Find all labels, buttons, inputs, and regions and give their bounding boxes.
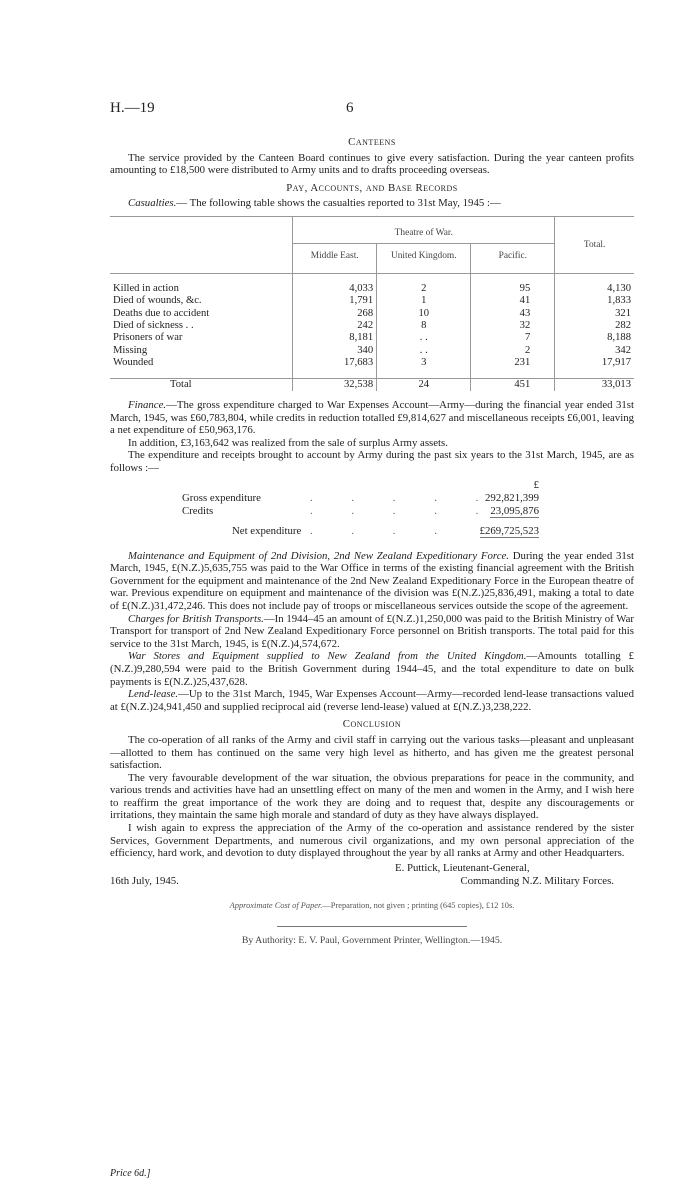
pacific-value: 7 (524, 332, 531, 344)
total-header: Total. (555, 216, 634, 273)
pacific-value: 41 (519, 295, 531, 307)
middle-east-value: 4,033 (293, 273, 377, 295)
pacific-value: 231 (514, 357, 531, 369)
lend-lease-text: —Up to the 31st March, 1945, War Expenses Account—Army—recorded lend-lease transactions valued at £(N.Z.)24,941,450 and supplied reciprocal aid (reverse lend-lease) valued at £(N.Z.)3,238,222. (110, 688, 634, 713)
war-stores-text: —Amounts totalling £(N.Z.)9,280,594 were paid to the British Government during 1944–45, and the total expenditure to date on bulk payments is £(N.Z.)25,437,628. (110, 650, 634, 688)
uk-value: 3 (377, 357, 471, 369)
uk-value: 1 (377, 295, 471, 307)
credits-value: 23,095,876 (490, 504, 539, 517)
row-label: Wounded (110, 357, 293, 369)
middle-east-value: 8,181 (293, 332, 377, 344)
cost-text: —Preparation, not given ; printing (645 copies), £12 10s. (322, 900, 515, 910)
total-value: 4,130 (555, 273, 634, 295)
credits-label: Credits (182, 504, 214, 517)
theatre-header: Theatre of War. (293, 216, 555, 243)
total-row-label: Total (110, 378, 293, 391)
table-row (110, 320, 634, 332)
total-pacific: 451 (514, 378, 531, 390)
signatory-name: E. Puttick, Lieutenant-General, (395, 861, 530, 874)
total-value: 1,833 (555, 295, 634, 307)
row-label: Deaths due to accident (110, 308, 293, 320)
total-value: 8,188 (555, 332, 634, 344)
table-row (110, 273, 634, 295)
uk-value: 2 (377, 273, 471, 295)
row-label: Prisoners of war (110, 332, 293, 344)
total-grand: 33,013 (555, 378, 634, 391)
leader-dots: . . . . . (310, 504, 497, 517)
net-expenditure-label: Net expenditure (232, 524, 302, 537)
finance-text: —The gross expenditure charged to War Expenses Account—Army—during the financial year ended 31st March, 1945, was £60,783,804, while credits in reduction totalled £9,814,627 and miscellaneous receipts £6,001, leaving a net expenditure of £50,963,176. (110, 399, 634, 437)
casualties-rows (110, 273, 634, 378)
uk-value: 10 (377, 308, 471, 320)
total-middle-east: 32,538 (293, 378, 377, 391)
total-value: 17,917 (555, 357, 634, 369)
row-label: Died of sickness . . (110, 320, 293, 332)
row-label: Missing (110, 345, 293, 357)
signature-date: 16th July, 1945. (110, 874, 179, 887)
war-stores-label: War Stores and Equipment supplied to New Zealand from the United Kingdom. (128, 650, 527, 663)
maintenance-text: During the year ended 31st March, 1945, £(N.Z.)5,635,755 was paid to the War Office in terms of the existing financial agreement with the British Government for the equipment and maintenance of the 2nd New Zealand Expeditionary Force in the European theatre of war. Previous expenditure on equipment and maintenance of the division was £(N.Z.)25,836,491, making a total to date of £(N.Z.)31,472,246. This does not include pay of troops or miscellaneous services outside the scope of the agreement. (110, 549, 634, 612)
maintenance-label: Maintenance and Equipment of 2nd Division, 2nd New Zealand Expeditionary Force. (128, 549, 509, 562)
table-blank-header (110, 216, 293, 273)
signature-block (110, 862, 634, 888)
conclusion-paragraph-3: I wish again to express the appreciation of the Army of the co-operation and assistance rendered by the sister Services, Government Departments, and numerous civil organizations, and my own personal appreciation of the efficiency, hard work, and devotion to duty displayed throughout the year by all ranks at Army and other Headquarters. (110, 822, 634, 860)
expenditure-summary (110, 479, 634, 538)
canteens-paragraph: The service provided by the Canteen Board continues to give every satisfaction. During the year canteen profits amounting to £18,500 were distributed to Army units and to drafts proceeding overseas. (110, 151, 634, 177)
conclusion-paragraph-2: The very favourable development of the war situation, the obvious preparations for peace in the community, and various trends and activities have had an unsettling effect on many of the men and women in the Army, and I wish here to reaffirm the great importance of the work they are doing and to request that, despite any discouragements or irritations, they maintain the same high morale and standard of duty as they have always displayed. (110, 771, 634, 822)
casualties-label: Casualties. (128, 197, 177, 210)
finance-label: Finance. (128, 399, 167, 412)
casualties-intro (110, 197, 634, 210)
net-expenditure-value: £269,725,523 (479, 524, 539, 537)
table-row (110, 295, 634, 307)
gross-expenditure-label: Gross expenditure (182, 491, 261, 504)
lend-lease-label: Lend-lease. (128, 688, 179, 701)
pacific-value: 43 (519, 307, 531, 319)
price-note: Price 6d.] (110, 1168, 151, 1179)
middle-east-value: 268 (293, 308, 377, 320)
cost-label: Approximate Cost of Paper. (229, 900, 323, 910)
casualties-table (110, 216, 634, 391)
table-row (110, 357, 634, 369)
transports-text: —In 1944–45 an amount of £(N.Z.)1,250,000 was paid to the British Ministry of War Transport for transport of 2nd New Zealand Expeditionary Force personnel on British transports. The total paid for this service to the 31st March, 1945, is £(N.Z.)4,574,672. (110, 612, 634, 650)
table-spacer (110, 370, 634, 379)
document-body (110, 134, 634, 948)
total-value: 282 (555, 320, 634, 332)
pacific-value: 32 (519, 320, 531, 331)
page-number: 6 (346, 100, 354, 116)
middle-east-value: 242 (293, 320, 377, 332)
table-row (110, 345, 634, 357)
casualties-text: — The following table shows the casualties reported to 31st May, 1945 :— (176, 197, 501, 210)
cost-note (110, 900, 634, 913)
transports-paragraph (110, 613, 634, 651)
finance-paragraph (110, 399, 634, 437)
transports-label: Charges for British Transports. (128, 612, 264, 625)
war-stores-paragraph (110, 650, 634, 688)
page-header (110, 100, 630, 120)
gross-expenditure-value: 292,821,399 (485, 491, 539, 504)
uk-value: . . (377, 345, 471, 357)
middle-east-value: 17,683 (293, 357, 377, 369)
middle-east-header: Middle East. (293, 244, 377, 273)
conclusion-paragraph-1: The co-operation of all ranks of the Army and civil staff in carrying out the various tasks—pleasant and unpleasant—allotted to them has continued on the same very high level as hitherto, and has given me the greatest personal satisfaction. (110, 733, 634, 772)
total-value: 321 (555, 308, 634, 320)
printer-authority: By Authority: E. V. Paul, Government Printer, Wellington.—1945. (241, 935, 503, 947)
document-reference: H.—19 (110, 100, 155, 116)
maintenance-paragraph (110, 550, 634, 613)
signatory-rank: Commanding N.Z. Military Forces. (460, 874, 614, 887)
total-uk: 24 (377, 378, 471, 391)
finance-paragraph-3: The expenditure and receipts brought to account by Army during the past six years to the 31st March, 1945, are as follows :— (110, 449, 634, 474)
row-label: Killed in action (110, 273, 293, 295)
leader-dots: . . . . (310, 524, 455, 537)
footer-divider (277, 926, 467, 927)
leader-dots: . . . . . (310, 491, 497, 504)
total-value: 342 (555, 345, 634, 357)
uk-header: United Kingdom. (377, 244, 471, 273)
uk-value: . . (377, 332, 471, 344)
table-row (110, 332, 634, 344)
middle-east-value: 1,791 (293, 295, 377, 307)
canteens-heading: Canteens (348, 136, 396, 148)
row-label: Died of wounds, &c. (110, 295, 293, 307)
pacific-header: Pacific. (498, 251, 527, 262)
lend-lease-paragraph (110, 688, 634, 713)
table-row (110, 308, 634, 320)
pay-heading: Pay, Accounts, and Base Records (286, 181, 458, 194)
pacific-value: 95 (519, 282, 531, 294)
currency-symbol: £ (533, 478, 539, 491)
middle-east-value: 340 (293, 345, 377, 357)
conclusion-heading: Conclusion (342, 718, 402, 731)
pacific-value: 2 (524, 344, 531, 356)
finance-paragraph-2: In addition, £3,163,642 was realized from the sale of surplus Army assets. (128, 436, 448, 449)
uk-value: 8 (377, 320, 471, 332)
